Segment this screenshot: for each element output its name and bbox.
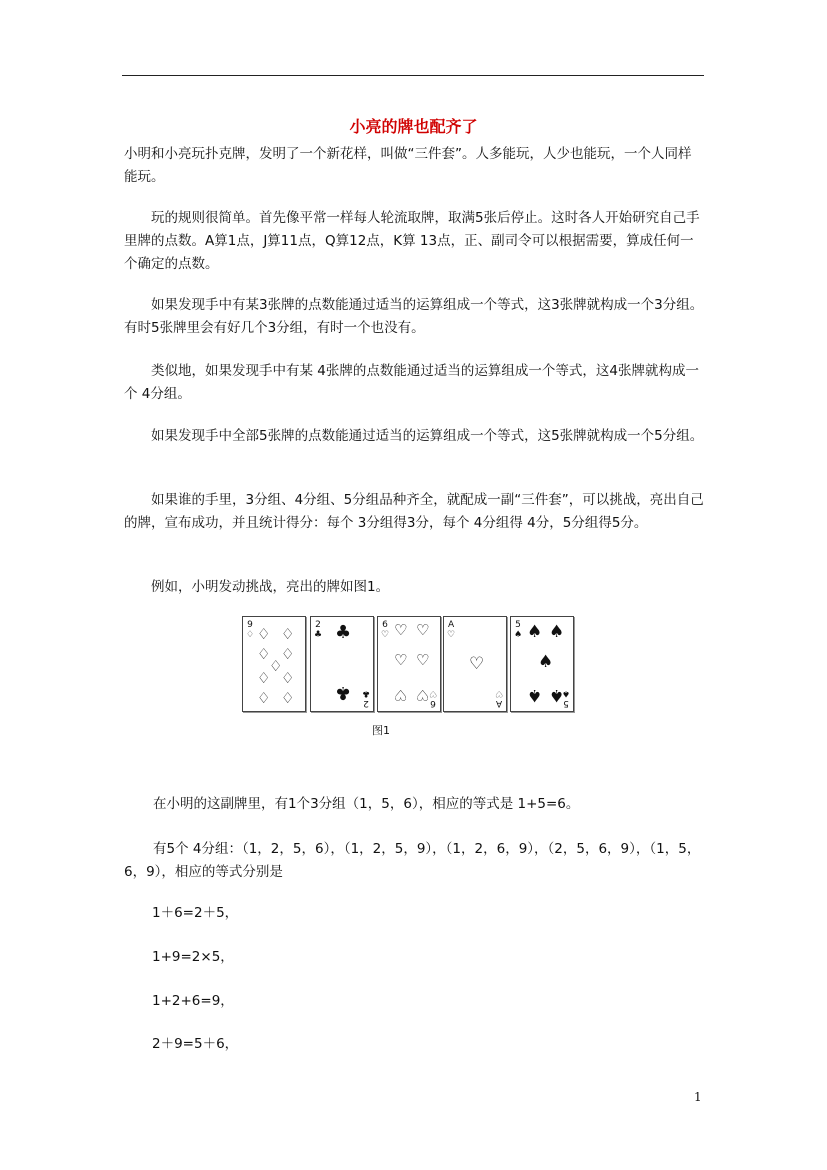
- equation-4: 2＋9=5＋6，: [152, 1036, 239, 1052]
- card-corner: 6 ♡: [428, 688, 437, 708]
- equation-3: 1+2+6=9，: [152, 993, 234, 1009]
- diamond-icon: ♢: [281, 625, 295, 643]
- paragraph-three-group: 如果发现手中有某3张牌的点数能通过适当的运算组成一个等式，这3张牌就构成一个3分组。有时5张牌里会有好几个3分组，有时一个也没有。: [124, 297, 704, 336]
- paragraph-scoring: 如果谁的手里，3分组、4分组、5分组品种齐全，就配成一副“三件套”，可以挑战，亮出自己的牌，宣布成功，并且统计得分：每个 3分组得3分，每个 4分组得 4分，5分组得5分。: [124, 492, 704, 531]
- heart-icon: ♡: [416, 686, 430, 704]
- header-rule: [122, 75, 704, 76]
- spade-icon: ♠: [538, 652, 554, 672]
- playing-card-9-diamonds: [242, 616, 306, 712]
- heart-icon: ♡: [469, 654, 485, 674]
- heart-icon: ♡: [394, 621, 408, 639]
- paragraph-example: 例如，小明发动挑战，亮出的牌如图1。: [151, 579, 390, 595]
- document-title: 小亮的牌也配齐了: [349, 117, 478, 136]
- card-corner: 9 ♢: [246, 620, 255, 640]
- playing-card-2-clubs: [310, 616, 374, 712]
- card-corner: A ♡: [447, 620, 456, 640]
- heart-icon: ♡: [394, 651, 408, 669]
- diamond-icon: ♢: [257, 669, 271, 687]
- diamond-icon: ♢: [281, 645, 295, 663]
- page-number: 1: [694, 1090, 702, 1104]
- paragraph-four-group-example: 有5个 4分组：（1，2，5，6），（1，2，5，9），（1，2，6，9），（2，5，6，9），（1，5，6，9），相应的等式分别是: [124, 841, 701, 880]
- diamond-icon: ♢: [257, 689, 271, 707]
- club-icon: ♣: [335, 622, 352, 643]
- heart-icon: ♡: [394, 686, 408, 704]
- diamond-icon: ♢: [281, 689, 295, 707]
- equation-2: 1+9=2×5，: [152, 949, 234, 965]
- spade-icon: ♠: [527, 622, 543, 642]
- heart-icon: ♡: [416, 621, 430, 639]
- playing-card-5-spades: [510, 616, 574, 712]
- diamond-icon: ♢: [257, 625, 271, 643]
- card-corner: 5 ♠: [561, 688, 570, 708]
- diamond-icon: ♢: [281, 669, 295, 687]
- playing-card-ace-hearts: [443, 616, 507, 712]
- paragraph-five-group: 如果发现手中全部5张牌的点数能通过适当的运算组成一个等式，这5张牌就构成一个5分组。: [151, 428, 704, 444]
- heart-icon: ♡: [416, 651, 430, 669]
- card-corner: A ♡: [494, 688, 503, 708]
- paragraph-intro: 小明和小亮玩扑克牌，发明了一个新花样，叫做“三件套”。人多能玩，人少也能玩，一个人同样能玩。: [124, 146, 692, 185]
- spade-icon: ♠: [549, 685, 565, 705]
- diamond-icon: ♢: [257, 645, 271, 663]
- club-icon: ♣: [335, 682, 352, 703]
- card-corner: 6 ♡: [381, 620, 390, 640]
- card-corner: 2 ♣: [314, 620, 323, 640]
- spade-icon: ♠: [549, 622, 565, 642]
- paragraph-three-group-example: 在小明的这副牌里，有1个3分组（1，5，6），相应的等式是 1+5=6。: [153, 796, 580, 812]
- figure-caption: 图1: [372, 724, 390, 737]
- spade-icon: ♠: [527, 685, 543, 705]
- equation-1: 1＋6=2＋5，: [152, 905, 239, 921]
- card-corner: 5 ♠: [514, 620, 523, 640]
- figure-cards: [240, 616, 580, 714]
- card-corner: 2 ♣: [361, 688, 370, 708]
- playing-card-6-hearts: [377, 616, 441, 712]
- paragraph-four-group: 类似地，如果发现手中有某 4张牌的点数能通过适当的运算组成一个等式，这4张牌就构成一个 4分组。: [124, 363, 699, 402]
- paragraph-rules: 玩的规则很简单。首先像平常一样每人轮流取牌，取满5张后停止。这时各人开始研究自己手里牌的点数。A算1点，J算11点，Q算12点，K算 13点，正、副司令可以根据需要，算成任何一个确定的点数。: [124, 210, 700, 272]
- diamond-icon: ♢: [269, 657, 283, 675]
